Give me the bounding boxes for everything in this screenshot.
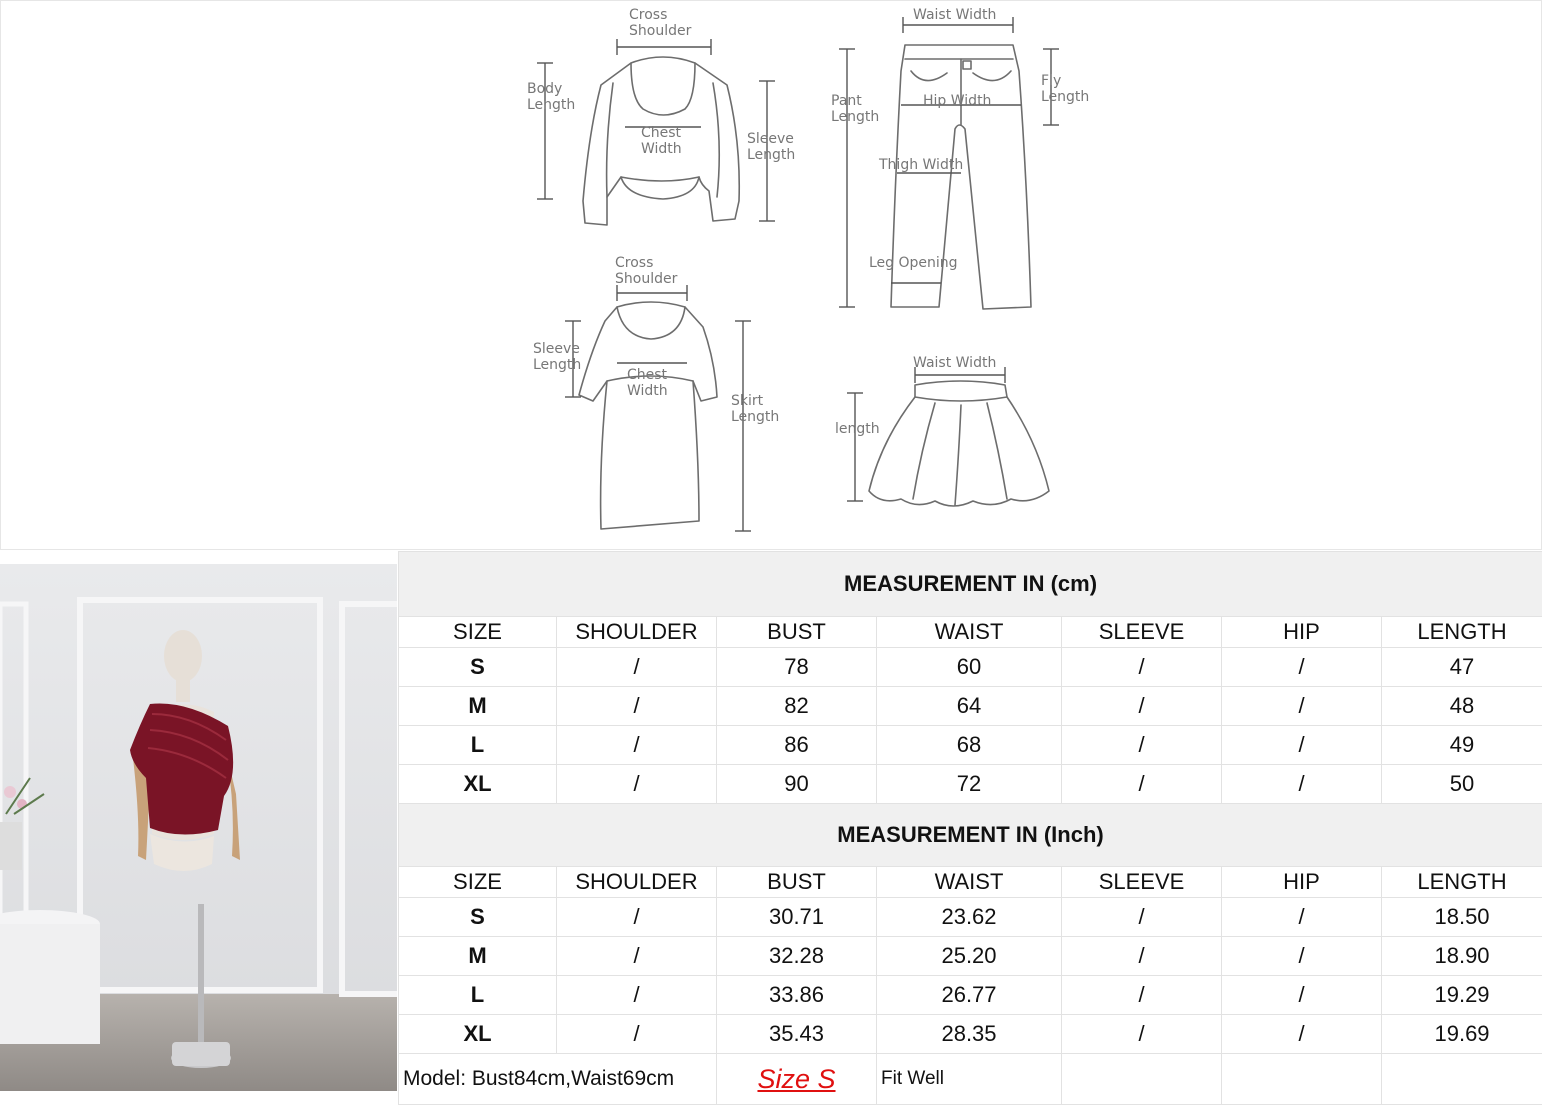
column-header: SIZE: [399, 867, 557, 898]
column-header: SLEEVE: [1062, 867, 1222, 898]
skirt-sketch: [869, 381, 1049, 506]
size-cell: M: [399, 687, 557, 726]
table-row: [399, 687, 1542, 726]
measurement-cell: 72: [877, 765, 1062, 804]
table-title: MEASUREMENT IN (cm): [399, 552, 1542, 617]
measurement-cell: 64: [877, 687, 1062, 726]
measurement-cell: /: [557, 687, 717, 726]
skirt-length-label-a: Skirt: [731, 393, 764, 409]
measurement-cell: 78: [717, 648, 877, 687]
sleeve-length-label-1b: Length: [747, 147, 796, 163]
column-header: SIZE: [399, 617, 557, 648]
measurement-cell: 30.71: [717, 898, 877, 937]
measurement-cell: 50: [1382, 765, 1542, 804]
size-cell: L: [399, 976, 557, 1015]
measurement-cell: 60: [877, 648, 1062, 687]
column-header: BUST: [717, 867, 877, 898]
cross-shoulder-label-1a: Cross: [629, 7, 668, 23]
model-size: Size S: [717, 1054, 877, 1105]
table-row: [399, 976, 1542, 1015]
size-chart: [398, 551, 1542, 1105]
measurement-cell: /: [1062, 648, 1222, 687]
table-row: [399, 937, 1542, 976]
chest-width-label-2b: Width: [627, 383, 668, 399]
measurement-cell: /: [557, 937, 717, 976]
measurement-cell: /: [1222, 976, 1382, 1015]
mannequin-stand: [198, 904, 204, 1056]
column-header: WAIST: [877, 867, 1062, 898]
measurement-cell: 35.43: [717, 1015, 877, 1054]
measurement-cell: /: [557, 976, 717, 1015]
measurement-cell: /: [557, 726, 717, 765]
size-cell: S: [399, 898, 557, 937]
garment-measurement-diagram: [1, 1, 1542, 551]
cross-shoulder-label-2b: Shoulder: [615, 271, 678, 287]
model-info-row: [399, 1054, 1542, 1105]
mannequin-head: [164, 630, 202, 682]
sleeve-length-label-2b: Length: [533, 357, 582, 373]
measurement-cell: /: [1222, 937, 1382, 976]
mannequin-photo-illustration: [0, 564, 397, 1091]
thigh-width-label: Thigh Width: [879, 157, 964, 173]
size-cell: L: [399, 726, 557, 765]
measurement-cell: 90: [717, 765, 877, 804]
sleeve-length-label-2a: Sleeve: [533, 341, 580, 357]
hip-width-label: Hip Width: [923, 93, 992, 109]
measurement-cell: 19.29: [1382, 976, 1542, 1015]
cross-shoulder-label-1b: Shoulder: [629, 23, 692, 39]
size-cell: M: [399, 937, 557, 976]
table-row: [399, 898, 1542, 937]
header-row: [399, 617, 1542, 648]
measurement-cell: /: [557, 648, 717, 687]
measurement-cell: /: [1222, 765, 1382, 804]
measurement-cell: 32.28: [717, 937, 877, 976]
measurement-cell: 47: [1382, 648, 1542, 687]
measurement-cell: /: [1062, 765, 1222, 804]
measurement-cell: /: [1222, 1015, 1382, 1054]
table-row: [399, 765, 1542, 804]
measurement-cell: 86: [717, 726, 877, 765]
column-header: LENGTH: [1382, 617, 1542, 648]
length-label: length: [835, 421, 880, 437]
measurement-cell: 23.62: [877, 898, 1062, 937]
leg-opening-label: Leg Opening: [869, 255, 958, 271]
chest-width-label-1b: Width: [641, 141, 682, 157]
measurement-cell: /: [1062, 976, 1222, 1015]
sleeve-length-label-1a: Sleeve: [747, 131, 794, 147]
column-header: HIP: [1222, 867, 1382, 898]
column-header: LENGTH: [1382, 867, 1542, 898]
flower-vase: [0, 822, 22, 870]
table-row: [399, 1015, 1542, 1054]
measurement-cell: /: [1222, 726, 1382, 765]
measurement-cell: 26.77: [877, 976, 1062, 1015]
measurement-cell: /: [1062, 687, 1222, 726]
body-length-label-b: Length: [527, 97, 576, 113]
size-chart-table: [398, 551, 1542, 1105]
column-header: SLEEVE: [1062, 617, 1222, 648]
empty-cell: [1222, 1054, 1382, 1105]
measurement-cell: 28.35: [877, 1015, 1062, 1054]
measurement-cell: /: [557, 765, 717, 804]
table-title: MEASUREMENT IN (Inch): [399, 804, 1542, 867]
cross-shoulder-label-2a: Cross: [615, 255, 654, 271]
measurement-cell: 68: [877, 726, 1062, 765]
measurement-cell: /: [557, 1015, 717, 1054]
pant-length-label-a: Pant: [831, 93, 862, 109]
measurement-cell: 49: [1382, 726, 1542, 765]
measurement-cell: /: [1062, 937, 1222, 976]
empty-cell: [1382, 1054, 1542, 1105]
measurement-cell: /: [557, 898, 717, 937]
size-cell: XL: [399, 1015, 557, 1054]
column-header: WAIST: [877, 617, 1062, 648]
fit-note: Fit Well: [877, 1054, 1062, 1105]
measurement-cell: /: [1222, 687, 1382, 726]
measurement-cell: /: [1062, 898, 1222, 937]
table-row: [399, 648, 1542, 687]
measurement-cell: 48: [1382, 687, 1542, 726]
chest-width-label-2a: Chest: [627, 367, 668, 383]
header-row: [399, 867, 1542, 898]
size-cell: S: [399, 648, 557, 687]
measurement-cell: 33.86: [717, 976, 877, 1015]
dress-sketch: [579, 302, 717, 529]
measurement-cell: /: [1062, 726, 1222, 765]
measurement-cell: /: [1222, 648, 1382, 687]
measurement-cell: 25.20: [877, 937, 1062, 976]
product-photo: [0, 564, 397, 1091]
measurement-cell: /: [1062, 1015, 1222, 1054]
size-cell: XL: [399, 765, 557, 804]
column-header: BUST: [717, 617, 877, 648]
measurement-diagram-panel: [0, 0, 1542, 550]
waist-width-label-pants: Waist Width: [913, 7, 997, 23]
column-header: SHOULDER: [557, 617, 717, 648]
pant-length-label-b: Length: [831, 109, 880, 125]
body-length-label-a: Body: [527, 81, 563, 97]
fly-length-label-b: Length: [1041, 89, 1090, 105]
measurement-cell: 19.69: [1382, 1015, 1542, 1054]
skirt-length-label-b: Length: [731, 409, 780, 425]
measurement-cell: 18.90: [1382, 937, 1542, 976]
column-header: HIP: [1222, 617, 1382, 648]
model-measurements: Model: Bust84cm,Waist69cm: [399, 1054, 717, 1105]
measurement-cell: /: [1222, 898, 1382, 937]
column-header: SHOULDER: [557, 867, 717, 898]
empty-cell: [1062, 1054, 1222, 1105]
waist-width-label-skirt: Waist Width: [913, 355, 997, 371]
chest-width-label-1a: Chest: [641, 125, 682, 141]
measurement-cell: 82: [717, 687, 877, 726]
fly-length-label-a: Fly: [1041, 73, 1062, 89]
measurement-cell: 18.50: [1382, 898, 1542, 937]
table-row: [399, 726, 1542, 765]
